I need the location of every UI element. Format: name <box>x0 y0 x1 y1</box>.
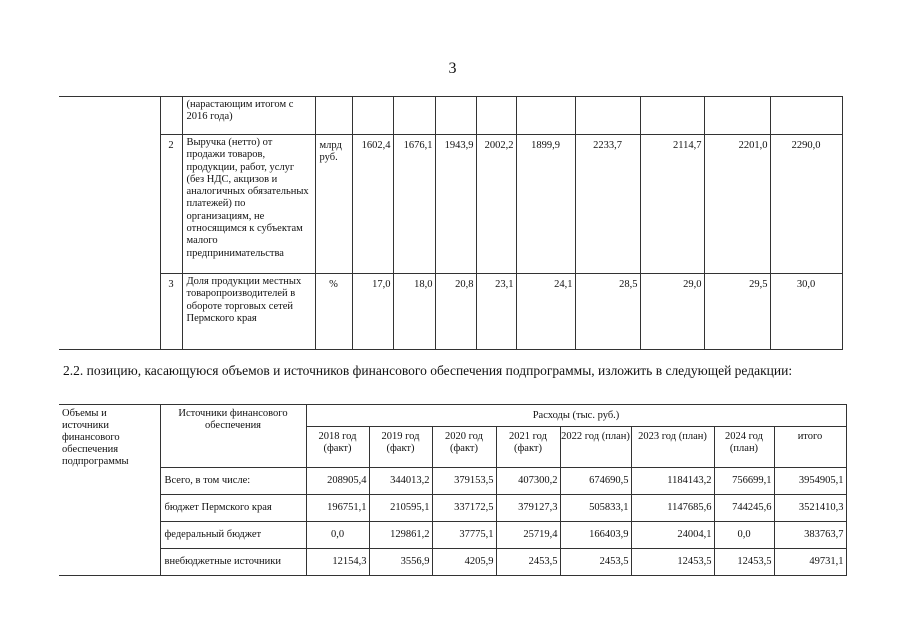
value-cell: 24,1 <box>516 274 575 350</box>
value-cell: 0,0 <box>306 522 369 549</box>
value-cell: 24004,1 <box>631 522 714 549</box>
value-cell: 1147685,6 <box>631 495 714 522</box>
row-number: 3 <box>160 274 182 350</box>
table-row <box>59 495 846 522</box>
year-header: 2019 год (факт) <box>369 427 432 468</box>
row-description: Доля продукции местных товаропроизводителей в обороте торговых сетей Пермского края <box>182 274 315 350</box>
value-cell: 210595,1 <box>369 495 432 522</box>
source-label: бюджет Пермского края <box>160 495 306 522</box>
year-header: 2020 год (факт) <box>432 427 496 468</box>
value-cell: 2290,0 <box>770 135 842 274</box>
value-cell: 0,0 <box>714 522 774 549</box>
value-cell <box>704 97 770 135</box>
value-cell: 208905,4 <box>306 468 369 495</box>
value-cell: 756699,1 <box>714 468 774 495</box>
value-cell: 379153,5 <box>432 468 496 495</box>
value-cell <box>393 97 435 135</box>
value-cell: 1943,9 <box>435 135 476 274</box>
year-header: 2022 год (план) <box>560 427 631 468</box>
row-number: 2 <box>160 135 182 274</box>
value-cell: 166403,9 <box>560 522 631 549</box>
value-cell: 28,5 <box>575 274 640 350</box>
value-cell: 2453,5 <box>496 549 560 576</box>
value-cell <box>575 97 640 135</box>
value-cell: 1676,1 <box>393 135 435 274</box>
value-cell: 2453,5 <box>560 549 631 576</box>
value-cell: 129861,2 <box>369 522 432 549</box>
year-header: 2023 год (план) <box>631 427 714 468</box>
value-cell: 20,8 <box>435 274 476 350</box>
indicators-table <box>59 96 843 350</box>
value-cell: 744245,6 <box>714 495 774 522</box>
sources-header: Источники финансового обеспечения <box>160 405 306 468</box>
value-cell: 37775,1 <box>432 522 496 549</box>
source-label: Всего, в том числе: <box>160 468 306 495</box>
value-cell: 18,0 <box>393 274 435 350</box>
value-cell: 17,0 <box>352 274 393 350</box>
row-description: Выручка (нетто) от продажи товаров, продукции, работ, услуг (без НДС, акцизов и аналогичных обязательных платежей) по организациям, не относящимся к субъектам малого предпринимательства <box>182 135 315 274</box>
table-row <box>59 405 846 427</box>
value-cell: 30,0 <box>770 274 842 350</box>
source-label: внебюджетные источники <box>160 549 306 576</box>
value-cell: 383763,7 <box>774 522 846 549</box>
row-description: (нарастающим итогом с 2016 года) <box>182 97 315 135</box>
table-row <box>59 135 842 274</box>
value-cell: 4205,9 <box>432 549 496 576</box>
value-cell: 1899,9 <box>516 135 575 274</box>
value-cell: 196751,1 <box>306 495 369 522</box>
financing-table <box>59 404 847 576</box>
value-cell: 337172,5 <box>432 495 496 522</box>
value-cell <box>770 97 842 135</box>
value-cell: 379127,3 <box>496 495 560 522</box>
year-header: 2024 год (план) <box>714 427 774 468</box>
empty-cell <box>59 97 160 350</box>
value-cell: 2114,7 <box>640 135 704 274</box>
amendment-paragraph: 2.2. позицию, касающуюся объемов и источников финансового обеспечения подпрограммы, изложить в следующей редакции: <box>63 363 793 378</box>
value-cell: 2002,2 <box>476 135 516 274</box>
value-cell: 1602,4 <box>352 135 393 274</box>
value-cell <box>640 97 704 135</box>
value-cell: 344013,2 <box>369 468 432 495</box>
value-cell <box>435 97 476 135</box>
value-cell: 3954905,1 <box>774 468 846 495</box>
value-cell: 25719,4 <box>496 522 560 549</box>
value-cell: 2201,0 <box>704 135 770 274</box>
value-cell: 29,0 <box>640 274 704 350</box>
value-cell: 12453,5 <box>631 549 714 576</box>
row-unit: % <box>315 274 352 350</box>
value-cell: 12453,5 <box>714 549 774 576</box>
page-number: 3 <box>448 60 457 77</box>
value-cell: 674690,5 <box>560 468 631 495</box>
value-cell: 2233,7 <box>575 135 640 274</box>
value-cell: 407300,2 <box>496 468 560 495</box>
row-number <box>160 97 182 135</box>
year-header: 2018 год (факт) <box>306 427 369 468</box>
table-row <box>59 468 846 495</box>
value-cell: 3556,9 <box>369 549 432 576</box>
table-row <box>59 549 846 576</box>
value-cell <box>516 97 575 135</box>
table-row <box>59 97 842 135</box>
expenses-header: Расходы (тыс. руб.) <box>306 405 846 427</box>
source-label: федеральный бюджет <box>160 522 306 549</box>
value-cell: 49731,1 <box>774 549 846 576</box>
value-cell: 505833,1 <box>560 495 631 522</box>
value-cell: 29,5 <box>704 274 770 350</box>
value-cell <box>352 97 393 135</box>
section-label: Объемы и источники финансового обеспечения подпрограммы <box>59 405 160 576</box>
value-cell: 23,1 <box>476 274 516 350</box>
value-cell: 1184143,2 <box>631 468 714 495</box>
value-cell: 3521410,3 <box>774 495 846 522</box>
value-cell: 12154,3 <box>306 549 369 576</box>
row-unit <box>315 97 352 135</box>
table-row <box>59 522 846 549</box>
year-header: 2021 год (факт) <box>496 427 560 468</box>
total-header: итого <box>774 427 846 468</box>
row-unit: млрд руб. <box>315 135 352 274</box>
table-row <box>59 274 842 350</box>
value-cell <box>476 97 516 135</box>
